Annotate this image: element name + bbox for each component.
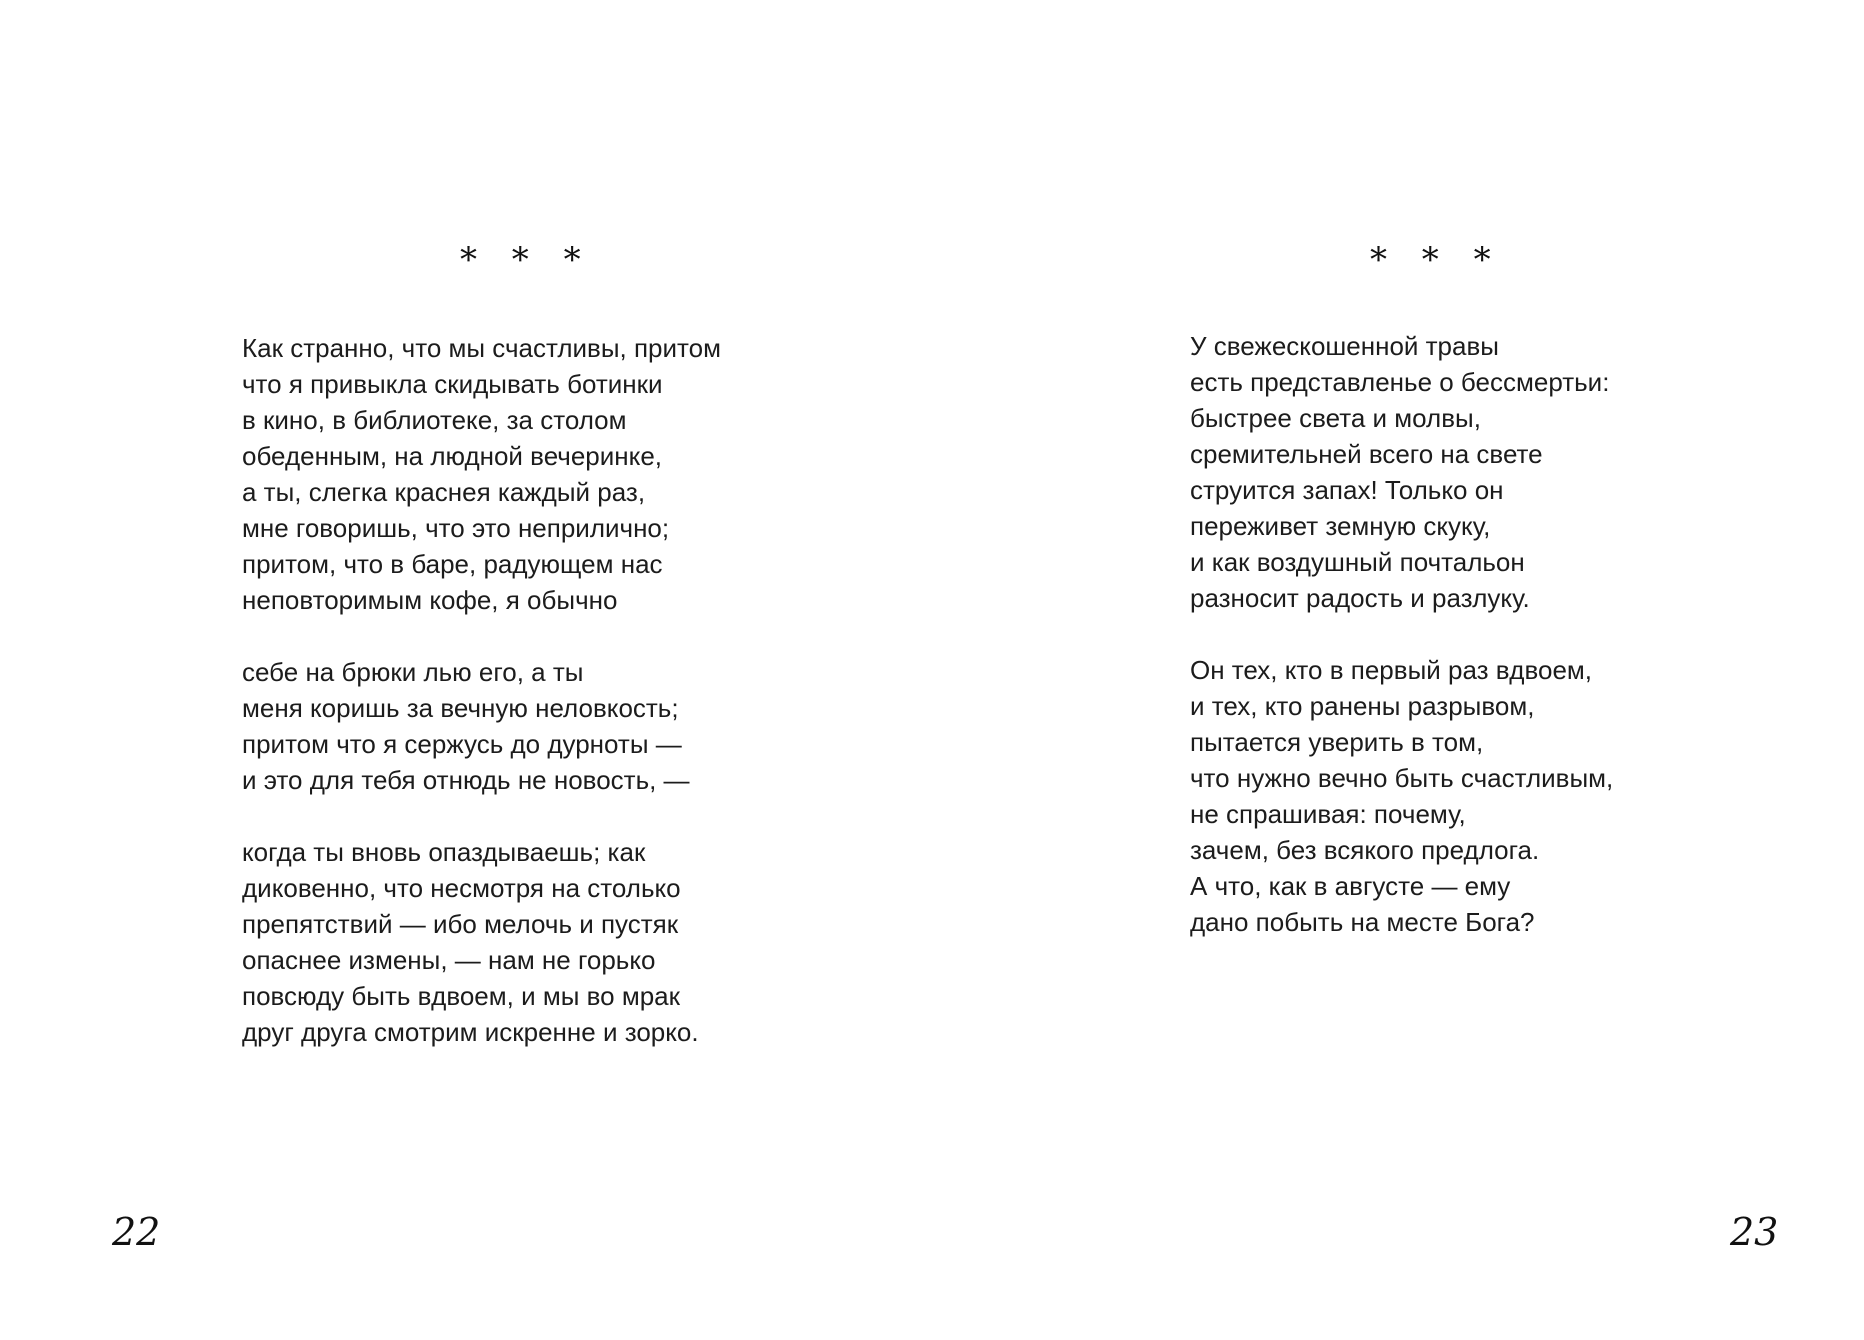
poem-line: не спрашивая: почему, xyxy=(1190,799,1466,829)
poem-line: что я привыкла скидывать ботинки xyxy=(242,369,663,399)
poem-line: мне говоришь, что это неприлично; xyxy=(242,513,670,543)
poem-line: есть представленье о бессмертьи: xyxy=(1190,367,1610,397)
poem-line: диковенно, что несмотря на столько xyxy=(242,873,681,903)
poem-line: дано побыть на месте Бога? xyxy=(1190,907,1535,937)
poem-line: в кино, в библиотеке, за столом xyxy=(242,405,627,435)
stanza xyxy=(242,834,721,1050)
poem-line: повсюду быть вдвоем, и мы во мрак xyxy=(242,981,681,1011)
poem-line: разносит радость и разлуку. xyxy=(1190,583,1530,613)
poem xyxy=(1190,328,1613,940)
asterism-divider: * * * xyxy=(1370,240,1503,280)
poem-line: Как странно, что мы счастливы, притом xyxy=(242,333,721,363)
poem-line: друг друга смотрим искренне и зорко. xyxy=(242,1017,699,1047)
poem-line: а ты, слегка краснея каждый раз, xyxy=(242,477,646,507)
stanza xyxy=(242,654,721,798)
poem-line: и тех, кто ранены разрывом, xyxy=(1190,691,1535,721)
poem-line: сремительней всего на свете xyxy=(1190,439,1543,469)
stanza xyxy=(1190,328,1613,616)
stanza xyxy=(242,330,721,618)
poem-line: струится запах! Только он xyxy=(1190,475,1504,505)
poem xyxy=(242,330,721,1050)
poem-line: Он тех, кто в первый раз вдвоем, xyxy=(1190,655,1593,685)
poem-line: неповторимым кофе, я обычно xyxy=(242,585,618,615)
poem-line: У свежескошенной травы xyxy=(1190,331,1499,361)
poem-line: когда ты вновь опаздываешь; как xyxy=(242,837,646,867)
page-number: 22 xyxy=(112,1210,161,1254)
poem-line: притом что я сержусь до дурноты — xyxy=(242,729,682,759)
asterism-divider: * * * xyxy=(460,240,593,280)
poem-line: обеденным, на людной вечеринке, xyxy=(242,441,662,471)
poem-line: зачем, без всякого предлога. xyxy=(1190,835,1540,865)
poem-line: притом, что в баре, радующем нас xyxy=(242,549,663,579)
poem-line: и это для тебя отнюдь не новость, — xyxy=(242,765,690,795)
poem-line: быстрее света и молвы, xyxy=(1190,403,1481,433)
poem-line: А что, как в августе — ему xyxy=(1190,871,1511,901)
poem-line: себе на брюки лью его, а ты xyxy=(242,657,584,687)
poem-line: опаснее измены, — нам не горько xyxy=(242,945,656,975)
page-number: 23 xyxy=(1730,1210,1779,1254)
poem-line: меня коришь за вечную неловкость; xyxy=(242,693,679,723)
poem-line: что нужно вечно быть счастливым, xyxy=(1190,763,1614,793)
poem-line: препятствий — ибо мелочь и пустяк xyxy=(242,909,679,939)
poem-line: и как воздушный почтальон xyxy=(1190,547,1525,577)
poem-line: пытается уверить в том, xyxy=(1190,727,1484,757)
right-page xyxy=(932,0,1864,1340)
poem-line: переживет земную скуку, xyxy=(1190,511,1491,541)
stanza xyxy=(1190,652,1613,940)
